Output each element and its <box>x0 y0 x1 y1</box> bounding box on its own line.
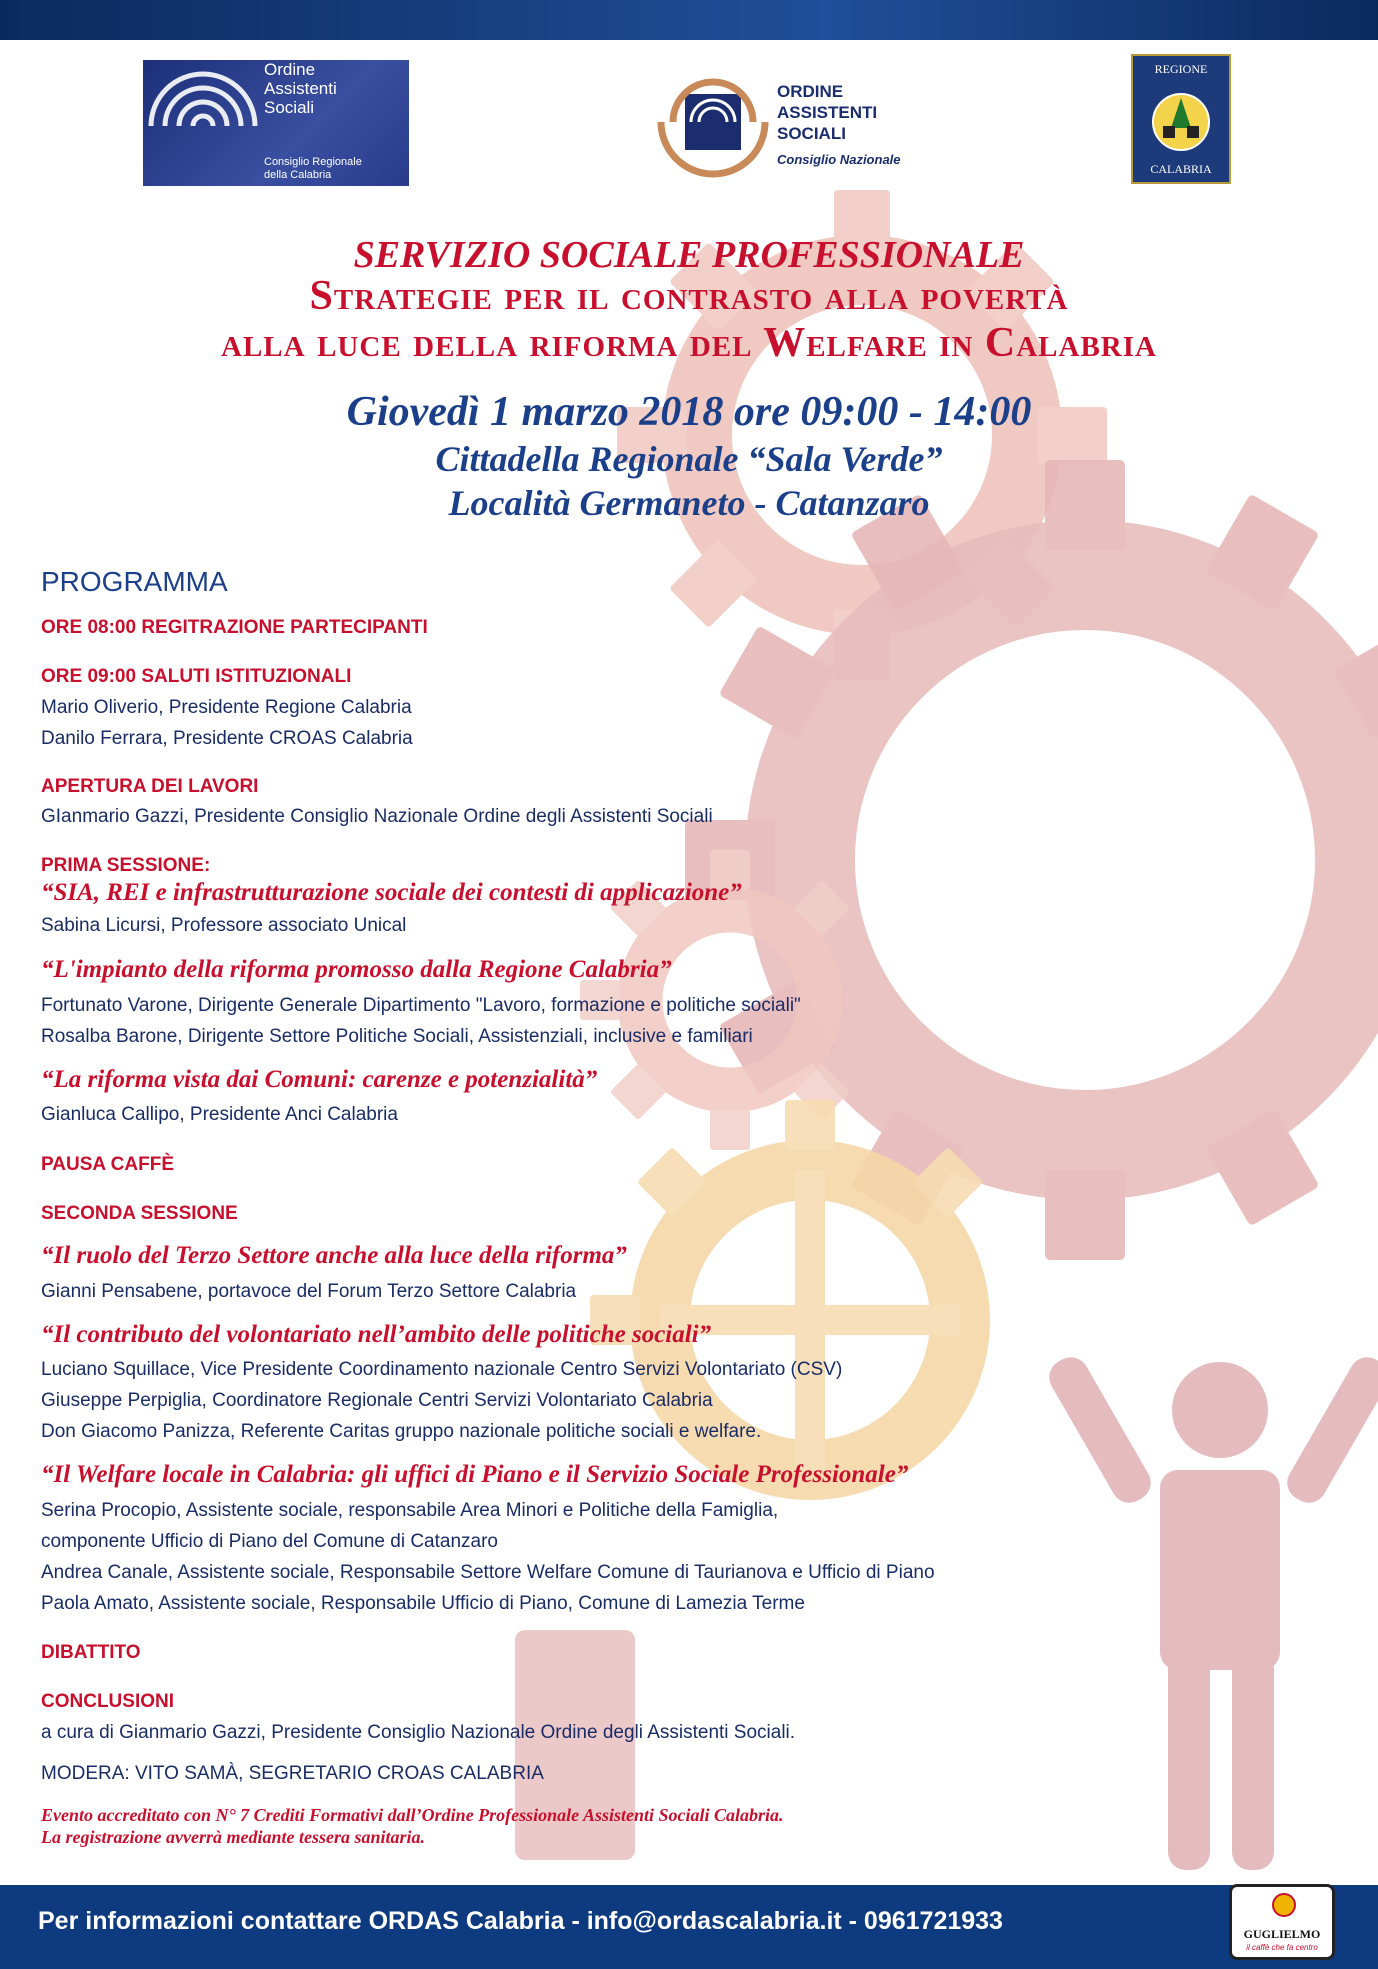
talk-title: “Il ruolo del Terzo Settore anche alla luce della riforma” <box>41 1242 627 1269</box>
logo-ordine-regionale <box>143 60 409 186</box>
talk-title: “Il Welfare locale in Calabria: gli uffici di Piano e il Servizio Sociale Professionale” <box>41 1461 909 1488</box>
talk-title: “Il contributo del volontariato nell’ambito delle politiche sociali” <box>41 1321 712 1348</box>
logo-subline: della Calabria <box>264 169 332 181</box>
program-title: PROGRAMMA <box>41 566 228 597</box>
speaker: Gianni Pensabene, portavoce del Forum Terzo Settore Calabria <box>41 1281 577 1302</box>
logo-bottom-text: CALABRIA <box>1150 162 1212 176</box>
speaker: a cura di Gianmario Gazzi, Presidente Consiglio Nazionale Ordine degli Assistenti Sociali. <box>41 1722 796 1743</box>
logo-text <box>264 60 337 117</box>
logo-line: SOCIALI <box>777 124 846 143</box>
talk-title: “SIA, REI e infrastrutturazione sociale dei contesti di applicazione” <box>41 879 742 906</box>
speaker: Mario Oliverio, Presidente Regione Calabria <box>41 697 412 718</box>
logo-line: ASSISTENTI <box>777 103 878 122</box>
event-venue: Cittadella Regionale “Sala Verde” <box>435 439 943 479</box>
logo-line: Assistenti <box>264 79 337 98</box>
speaker: componente Ufficio di Piano del Comune di Catanzaro <box>41 1531 498 1552</box>
event-kicker: SERVIZIO SOCIALE PROFESSIONALE <box>353 234 1025 276</box>
greetings-label: ORE 09:00 SALUTI ISTITUZIONALI <box>41 666 352 687</box>
conclusions-label: CONCLUSIONI <box>41 1691 174 1712</box>
session1-label: PRIMA SESSIONE: <box>41 855 211 876</box>
debate-label: DIBATTITO <box>41 1642 141 1663</box>
speaker: Fortunato Varone, Dirigente Generale Dipartimento "Lavoro, formazione e politiche sociali" <box>41 995 801 1016</box>
sunburst-logo-icon <box>651 58 771 184</box>
registration-label: ORE 08:00 REGITRAZIONE PARTECIPANTI <box>41 617 428 638</box>
speaker: Rosalba Barone, Dirigente Settore Politiche Sociali, Assistenziali, inclusive e familiari <box>41 1026 753 1047</box>
accreditation-note: Evento accreditato con N° 7 Crediti Formativi dall’Ordine Professionale Assistenti Sociali Calabria. <box>41 1805 784 1825</box>
speaker: Gianluca Callipo, Presidente Anci Calabria <box>41 1104 398 1125</box>
session2-label: SECONDA SESSIONE <box>41 1203 238 1224</box>
speaker: GIanmario Gazzi, Presidente Consiglio Nazionale Ordine degli Assistenti Sociali <box>41 806 713 827</box>
speaker: Danilo Ferrara, Presidente CROAS Calabria <box>41 728 413 749</box>
speaker: Giuseppe Perpiglia, Coordinatore Regionale Centri Servizi Volontariato Calabria <box>41 1390 713 1411</box>
sponsor-logo <box>1229 1884 1335 1960</box>
logo-regione-calabria <box>1131 54 1231 184</box>
logo-top-text: REGIONE <box>1154 62 1208 76</box>
person-figure-icon <box>1043 1351 1378 1870</box>
speaker: Paola Amato, Assistente sociale, Responsabile Ufficio di Piano, Comune di Lamezia Terme <box>41 1593 805 1614</box>
speaker: Luciano Squillace, Vice Presidente Coordinamento nazionale Centro Servizi Volontariato (CSV) <box>41 1359 843 1380</box>
logo-text <box>777 81 877 144</box>
talk-title: “L'impianto della riforma promosso dalla Regione Calabria” <box>41 956 672 983</box>
logo-subtext <box>264 156 362 182</box>
moderator-text: MODERA: VITO SAMÀ, SEGRETARIO CROAS CALABRIA <box>41 1763 544 1784</box>
logo-line: Ordine <box>264 60 316 79</box>
opening-label: APERTURA DEI LAVORI <box>41 776 259 797</box>
logo-subtext: Consiglio Nazionale <box>777 152 901 167</box>
sponsor-target-icon <box>1272 1893 1296 1917</box>
logo-line: Sociali <box>264 98 315 117</box>
sponsor-tagline: il caffè che fa centro <box>1246 1943 1318 1952</box>
event-title-line1: Strategie per il contrasto alla povertà <box>309 273 1069 319</box>
top-bar <box>0 0 1378 40</box>
logo-ordine-nazionale <box>651 58 947 184</box>
coffee-break-label: PAUSA CAFFÈ <box>41 1154 174 1175</box>
speaker: Sabina Licursi, Professore associato Unical <box>41 915 407 936</box>
registration-note: La registrazione avverrà mediante tessera sanitaria. <box>41 1827 425 1847</box>
speaker: Don Giacomo Panizza, Referente Caritas gruppo nazionale politiche sociali e welfare. <box>41 1421 762 1442</box>
speaker: Serina Procopio, Assistente sociale, responsabile Area Minori e Politiche della Famiglia, <box>41 1500 779 1521</box>
spiral-logo-icon <box>143 60 261 186</box>
logo-line: ORDINE <box>777 82 844 101</box>
logo-subline: Consiglio Regionale <box>264 156 362 168</box>
contact-info: Per informazioni contattare ORDAS Calabria - info@ordascalabria.it - 0961721933 <box>38 1907 1003 1935</box>
talk-title: “La riforma vista dai Comuni: carenze e potenzialità” <box>41 1066 598 1093</box>
event-place: Località Germaneto - Catanzaro <box>448 483 930 523</box>
event-title-line2: alla luce della riforma del Welfare in Calabria <box>221 320 1157 366</box>
speaker: Andrea Canale, Assistente sociale, Responsabile Settore Welfare Comune di Taurianova e Ufficio di Piano <box>41 1562 935 1583</box>
sponsor-name: GUGLIELMO <box>1243 1927 1321 1941</box>
event-date: Giovedì 1 marzo 2018 ore 09:00 - 14:00 <box>346 389 1032 435</box>
